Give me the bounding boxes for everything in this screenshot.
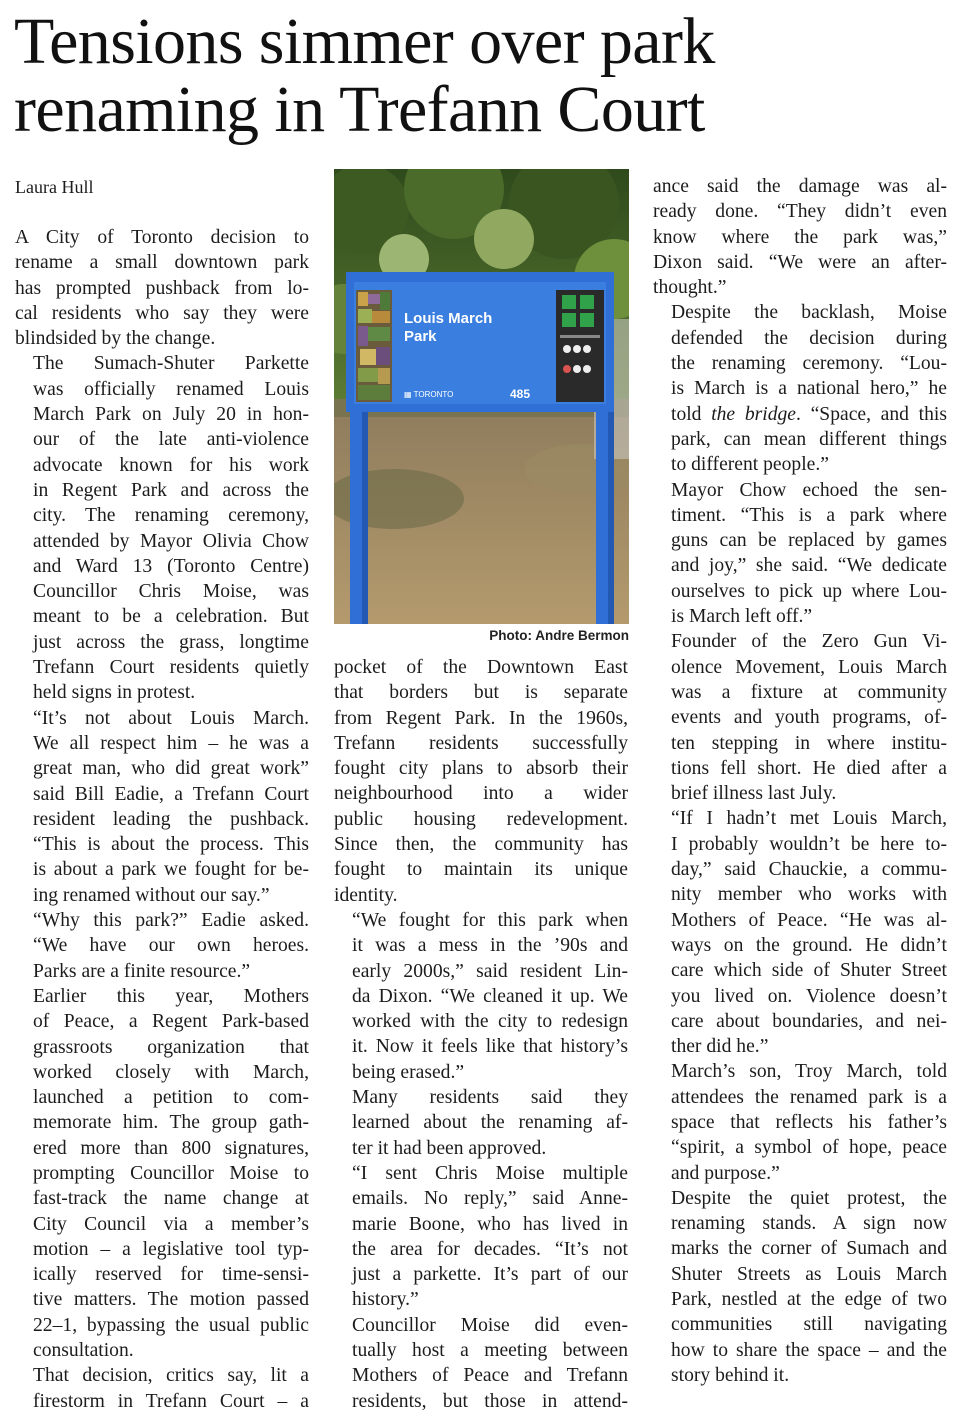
headline: Tensions simmer over park renaming in Trefann Court bbox=[14, 5, 715, 146]
text-line: grassroots organization that bbox=[33, 1036, 309, 1058]
text-line: “I sent Chris Moise multiple bbox=[352, 1162, 628, 1184]
text-line: memorate him. The group gath- bbox=[33, 1112, 309, 1134]
text-line: day,” said Chauckie, a commu- bbox=[671, 859, 947, 881]
text-line: “If I hadn’t met Louis March, bbox=[671, 808, 947, 830]
text-line: pocket of the Downtown East bbox=[334, 657, 628, 678]
paragraph bbox=[15, 351, 309, 705]
paragraph bbox=[334, 1085, 628, 1161]
article-column-3 bbox=[653, 174, 947, 1388]
text-line: fought city plans to absorb their bbox=[334, 758, 628, 780]
text-line: it was a mess in the ’90s and bbox=[352, 935, 628, 957]
text-line: Despite the quiet protest, the bbox=[671, 1187, 947, 1209]
text-line: was officially renamed Louis bbox=[33, 378, 309, 400]
text-line: space that reflects his father’s bbox=[671, 1111, 947, 1133]
text-line: is about a park we fought for be- bbox=[33, 859, 309, 881]
paragraph bbox=[653, 1186, 947, 1388]
text-line: advocate known for his work bbox=[33, 454, 309, 476]
text-line: Councillor Chris Moise, was bbox=[33, 581, 309, 603]
paragraph bbox=[653, 629, 947, 806]
text-line: has prompted pushback from lo- bbox=[15, 277, 309, 299]
text-line: just across the grass, longtime bbox=[33, 631, 309, 653]
text-line: you lived on. Violence doesn’t bbox=[671, 985, 947, 1007]
article-column-2 bbox=[334, 655, 628, 1414]
paragraph bbox=[15, 1363, 309, 1414]
text-line: tions fell short. He died after a bbox=[671, 757, 947, 779]
paragraph bbox=[653, 300, 947, 477]
text-line: tually host a meeting between bbox=[352, 1340, 628, 1362]
text-line: prompting Councillor Moise to bbox=[33, 1162, 309, 1184]
text-line: fast-track the name change at bbox=[33, 1188, 309, 1210]
text-line: story behind it. bbox=[671, 1364, 790, 1386]
text-line: timent. “This is a park where bbox=[671, 504, 947, 526]
text-line: from Regent Park. In the 1960s, bbox=[334, 707, 628, 729]
text-line: motion – a legislative tool typ- bbox=[33, 1238, 309, 1260]
text-line: ance said the damage was al- bbox=[653, 176, 947, 197]
text-line: and Ward 13 (Toronto Centre) bbox=[33, 555, 309, 577]
text-line: the area for decades. “It’s not bbox=[352, 1238, 628, 1260]
text-line: The Sumach-Shuter Parkette bbox=[33, 353, 309, 375]
text-line: Earlier this year, Mothers bbox=[33, 985, 309, 1007]
text-line: and joy,” she said. “We dedicate bbox=[671, 555, 947, 577]
text-line: tive matters. The motion passed bbox=[33, 1289, 309, 1311]
text-line: “spirit, a symbol of hope, peace bbox=[671, 1137, 947, 1159]
text-line: public housing redevelopment. bbox=[334, 808, 628, 830]
text-line: ter it had been approved. bbox=[352, 1137, 547, 1159]
text-line: city. The renaming ceremony, bbox=[33, 505, 309, 527]
text-line: in Regent Park and across the bbox=[33, 479, 309, 501]
paragraph bbox=[15, 225, 309, 351]
text-line: and purpose.” bbox=[671, 1162, 780, 1184]
sign-park-name-line-1: Louis March bbox=[404, 310, 493, 327]
text-line: that borders but is separate bbox=[334, 682, 628, 704]
paragraph bbox=[653, 174, 947, 300]
text-line: That decision, critics say, lit a bbox=[33, 1365, 309, 1387]
text-line: City Council via a member’s bbox=[33, 1213, 309, 1235]
paragraph bbox=[334, 908, 628, 1085]
text-line: held signs in protest. bbox=[33, 682, 196, 704]
text-line: worked with the city to redesign bbox=[352, 1011, 628, 1033]
text-line: 22–1, bypassing the usual public bbox=[33, 1314, 309, 1336]
sign-park-name-line-2: Park bbox=[404, 328, 437, 345]
article-column-1 bbox=[15, 225, 309, 1414]
text-line: being erased.” bbox=[352, 1061, 465, 1083]
text-line: Since then, the community has bbox=[334, 834, 628, 856]
text-line: meant to be a celebration. But bbox=[33, 606, 309, 628]
text-line: brief illness last July. bbox=[671, 783, 837, 805]
text-line: “We have our own heroes. bbox=[33, 935, 309, 957]
text-line: firestorm in Trefann Court – a bbox=[33, 1390, 309, 1412]
photo-credit: Photo: Andre Bermon bbox=[489, 628, 629, 643]
text-line: identity. bbox=[334, 884, 398, 906]
text-line: ready done. “They didn’t even bbox=[653, 201, 947, 223]
text-line: care about boundaries, and nei- bbox=[671, 1010, 947, 1032]
text-line: to different people.” bbox=[671, 454, 829, 476]
sign-address-number: 485 bbox=[510, 387, 531, 401]
paragraph bbox=[334, 1161, 628, 1313]
text-line: emails. No reply,” said Anne- bbox=[352, 1188, 628, 1210]
text-line: ing renamed without our say.” bbox=[33, 884, 270, 906]
text-line: I probably wouldn’t be here to- bbox=[671, 833, 947, 855]
text-line: launched a petition to com- bbox=[33, 1087, 309, 1109]
paragraph bbox=[15, 984, 309, 1363]
text-line: marie Boone, who has lived in bbox=[352, 1213, 628, 1235]
text-line: da Dixon. “We cleaned it up. We bbox=[352, 985, 628, 1007]
text-line: Mothers of Peace. “He was al- bbox=[671, 909, 947, 931]
text-line: “We fought for this park when bbox=[352, 909, 628, 931]
text-line: Founder of the Zero Gun Vi- bbox=[671, 631, 947, 653]
text-line: neighbourhood into a wider bbox=[334, 783, 628, 805]
text-line: A City of Toronto decision to bbox=[15, 227, 309, 248]
text-line: our of the late anti-violence bbox=[33, 429, 309, 451]
text-line: know where the park was,” bbox=[653, 226, 947, 248]
text-line: “It’s not about Louis March. bbox=[33, 707, 309, 729]
text-line: Mothers of Peace and Trefann bbox=[352, 1365, 628, 1387]
text-line bbox=[653, 402, 947, 427]
text-line: communities still navigating bbox=[671, 1314, 947, 1336]
park-sign-photo bbox=[334, 169, 629, 624]
text-line: Councillor Moise did even- bbox=[352, 1314, 628, 1336]
text-fragment: told bbox=[671, 403, 712, 425]
sign-city: ▦ TORONTO bbox=[404, 390, 454, 399]
text-line: ered more than 800 signatures, bbox=[33, 1137, 309, 1159]
text-line: ten stepping in where institu- bbox=[671, 732, 947, 754]
text-line: is March is a national hero,” he bbox=[671, 378, 947, 400]
text-line: Despite the backlash, Moise bbox=[671, 302, 947, 324]
text-line: “This is about the process. This bbox=[33, 834, 309, 856]
text-line: how to share the space – and the bbox=[671, 1339, 947, 1361]
text-line: renaming stands. A sign now bbox=[671, 1213, 947, 1235]
text-line: March Park on July 20 in hon- bbox=[33, 404, 309, 426]
text-line: ourselves to pick up where Lou- bbox=[671, 580, 947, 602]
paragraph bbox=[653, 1059, 947, 1185]
text-line: defended the decision during bbox=[671, 327, 947, 349]
paragraph bbox=[15, 706, 309, 908]
text-line: worked closely with March, bbox=[33, 1061, 309, 1083]
text-line: rename a small downtown park bbox=[15, 252, 309, 274]
text-line: guns can be replaced by games bbox=[671, 530, 947, 552]
text-line: of Peace, a Regent Park-based bbox=[33, 1011, 309, 1033]
text-line: events and youth programs, of- bbox=[671, 707, 947, 729]
text-line: fought to maintain its unique bbox=[334, 859, 628, 881]
text-line: Mayor Chow echoed the sen- bbox=[671, 479, 947, 501]
paragraph bbox=[334, 1313, 628, 1414]
text-line: attended by Mayor Olivia Chow bbox=[33, 530, 309, 552]
text-line: Dixon said. “We were an after- bbox=[653, 251, 947, 273]
paragraph bbox=[653, 806, 947, 1059]
publication-name: the bridge bbox=[711, 403, 796, 425]
text-line: cal residents who say they were bbox=[15, 302, 309, 324]
text-line: ther did he.” bbox=[671, 1036, 769, 1058]
text-line: consultation. bbox=[33, 1340, 134, 1362]
text-line: “Why this park?” Eadie asked. bbox=[33, 910, 309, 932]
text-line: ically reserved for time-sensi- bbox=[33, 1264, 309, 1286]
text-line: history.” bbox=[352, 1289, 419, 1311]
text-line: thought.” bbox=[653, 277, 727, 299]
paragraph bbox=[653, 478, 947, 630]
byline: Laura Hull bbox=[15, 177, 94, 197]
text-line: care which side of Shuter Street bbox=[671, 960, 947, 982]
text-line: olence Movement, Louis March bbox=[671, 656, 947, 678]
text-line: early 2000s,” said resident Lin- bbox=[352, 960, 628, 982]
text-line: is March left off.” bbox=[671, 606, 813, 628]
text-line: attendees the renamed park is a bbox=[671, 1086, 947, 1108]
text-line: Park, nestled at the edge of two bbox=[671, 1289, 947, 1311]
text-line: ways on the ground. He didn’t bbox=[671, 934, 947, 956]
text-line: nity member who works with bbox=[671, 884, 947, 906]
text-line: park, can mean different things bbox=[671, 428, 947, 450]
text-line: Parks are a finite resource.” bbox=[33, 960, 251, 982]
text-line: marks the corner of Sumach and bbox=[671, 1238, 947, 1260]
text-line: March’s son, Troy March, told bbox=[671, 1061, 947, 1083]
text-line: great man, who did great work” bbox=[33, 758, 309, 780]
paragraph bbox=[15, 908, 309, 984]
text-line: Many residents said they bbox=[352, 1087, 628, 1109]
text-line: resident leading the pushback. bbox=[33, 808, 309, 830]
text-line: We all respect him – he was a bbox=[33, 732, 309, 754]
text-line: the renaming ceremony. “Lou- bbox=[671, 353, 947, 375]
text-line: residents, but those in attend- bbox=[352, 1390, 628, 1412]
text-line: just a parkette. It’s part of our bbox=[352, 1264, 628, 1286]
text-line: Shuter Streets as Louis March bbox=[671, 1263, 947, 1285]
paragraph bbox=[334, 655, 628, 908]
text-line: blindsided by the change. bbox=[15, 328, 216, 350]
text-line: Trefann residents successfully bbox=[334, 732, 628, 754]
text-fragment: . “Space, and this bbox=[796, 403, 947, 425]
text-line: learned about the renaming af- bbox=[352, 1112, 628, 1134]
park-sign-illustration bbox=[334, 169, 629, 624]
text-line: Trefann Court residents quietly bbox=[33, 657, 309, 679]
text-line: it. Now it feels like that history’s bbox=[352, 1036, 628, 1058]
text-line: said Bill Eadie, a Trefann Court bbox=[33, 783, 309, 805]
text-line: was a fixture at community bbox=[671, 681, 947, 703]
